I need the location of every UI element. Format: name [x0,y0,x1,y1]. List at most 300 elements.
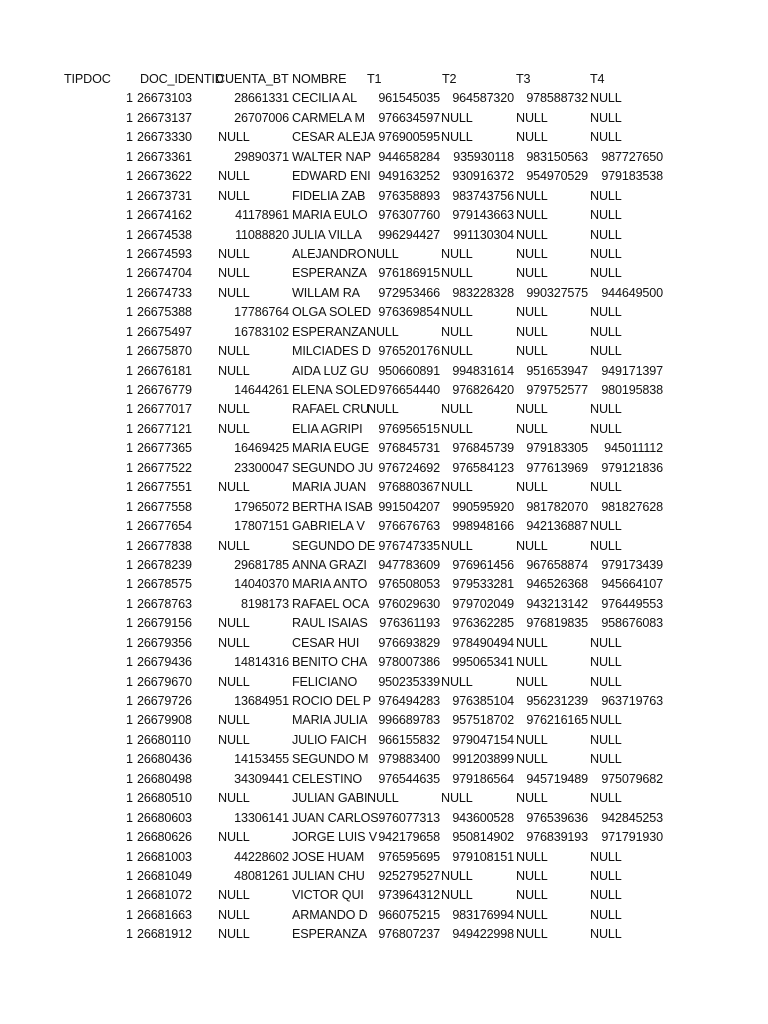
t1-cell[interactable]: 976676763 [378,519,440,534]
cuenta-bt-cell[interactable]: 14814316 [234,655,289,670]
cuenta-bt-cell[interactable]: 41178961 [235,208,289,223]
doc-identid-cell[interactable]: 26676181 [137,363,192,378]
nombre-cell[interactable]: ALEJANDRO [292,246,367,261]
doc-identid-cell[interactable]: 26678763 [137,596,192,611]
tipdoc-cell[interactable]: 1 [126,246,133,261]
t2-cell[interactable]: 983743756 [452,188,514,203]
doc-identid-cell[interactable]: 26673731 [137,188,192,203]
t3-cell[interactable]: NULL [516,324,548,339]
t3-cell[interactable]: 946526368 [526,577,588,592]
t4-cell[interactable]: NULL [590,324,622,339]
doc-identid-cell[interactable]: 26679726 [137,694,192,708]
doc-identid-cell[interactable]: 26679670 [137,674,192,689]
doc-identid-cell[interactable]: 26677838 [137,538,192,553]
nombre-cell[interactable]: RAUL ISAIAS [292,616,368,631]
doc-identid-cell[interactable]: 26680498 [137,771,192,786]
t2-cell[interactable]: 979186564 [452,771,514,786]
tipdoc-cell[interactable]: 1 [126,849,133,864]
t4-cell[interactable]: NULL [590,635,622,650]
t3-cell[interactable]: NULL [516,655,548,670]
doc-identid-cell[interactable]: 26677654 [137,519,192,534]
t2-cell[interactable]: NULL [441,246,473,261]
tipdoc-cell[interactable]: 1 [126,188,133,203]
tipdoc-cell[interactable]: 1 [126,110,133,125]
tipdoc-cell[interactable]: 1 [126,402,133,417]
t4-cell[interactable]: NULL [590,868,622,883]
tipdoc-cell[interactable]: 1 [126,363,133,378]
tipdoc-cell[interactable]: 1 [126,713,133,728]
t1-cell[interactable]: 976595695 [378,849,440,864]
t1-cell[interactable]: 976508053 [378,577,440,592]
doc-identid-cell[interactable]: 26677365 [137,441,192,456]
cuenta-bt-cell[interactable]: NULL [218,188,250,203]
cuenta-bt-cell[interactable]: NULL [218,285,250,300]
t4-cell[interactable]: NULL [590,519,622,534]
t3-cell[interactable]: NULL [516,635,548,650]
t4-cell[interactable]: NULL [590,713,622,728]
t1-cell[interactable]: 976693829 [378,635,440,650]
t2-cell[interactable]: NULL [441,421,473,436]
t1-cell[interactable]: 925279527 [378,868,440,883]
nombre-cell[interactable]: WALTER NAP [292,149,371,164]
nombre-cell[interactable]: CESAR ALEJA [292,130,376,145]
tipdoc-cell[interactable]: 1 [126,324,133,339]
t1-cell[interactable]: 996294427 [378,227,440,242]
doc-identid-cell[interactable]: 26677551 [137,480,192,495]
t3-cell[interactable]: NULL [516,538,548,553]
t4-cell[interactable]: NULL [590,849,622,864]
t2-cell[interactable]: 976584123 [452,460,514,475]
t3-cell[interactable]: NULL [516,752,548,767]
t4-cell[interactable]: NULL [590,538,622,553]
nombre-cell[interactable]: ROCIO DEL P [292,694,372,708]
tipdoc-cell[interactable]: 1 [126,674,133,689]
nombre-cell[interactable]: AIDA LUZ GU [292,363,369,378]
doc-identid-cell[interactable]: 26681072 [137,888,192,903]
t2-cell[interactable]: 979533281 [452,577,514,592]
t3-cell[interactable]: 976839193 [526,830,588,845]
cuenta-bt-cell[interactable]: NULL [218,480,250,495]
t1-cell[interactable]: 976358893 [378,188,440,203]
nombre-cell[interactable]: ELIA AGRIPI [292,421,363,436]
nombre-cell[interactable]: JULIAN CHU [292,868,365,883]
t4-cell[interactable]: NULL [590,227,622,242]
t2-cell[interactable]: 990595920 [452,499,514,514]
tipdoc-cell[interactable]: 1 [126,149,133,164]
tipdoc-cell[interactable]: 1 [126,810,133,825]
t4-cell[interactable]: NULL [590,130,622,145]
nombre-cell[interactable]: MARIA EUGE [292,441,369,456]
t4-cell[interactable]: NULL [590,91,622,106]
cuenta-bt-cell[interactable]: 29681785 [234,557,289,572]
t1-cell[interactable]: 949163252 [378,169,440,184]
doc-identid-cell[interactable]: 26681049 [137,868,192,883]
t4-cell[interactable]: NULL [590,480,622,495]
tipdoc-cell[interactable]: 1 [126,596,133,611]
cuenta-bt-cell[interactable]: NULL [218,538,250,553]
t3-cell[interactable]: NULL [516,246,548,261]
nombre-cell[interactable]: MARIA EULO [292,208,368,223]
nombre-cell[interactable]: FIDELIA ZAB [292,188,366,203]
t4-cell[interactable]: 971791930 [601,830,663,845]
t1-cell[interactable]: 996689783 [378,713,440,728]
doc-identid-cell[interactable]: 26678239 [137,557,192,572]
cuenta-bt-cell[interactable]: NULL [218,888,250,903]
t1-cell[interactable]: 976029630 [378,596,440,611]
doc-identid-cell[interactable]: 26681003 [137,849,192,864]
t1-cell[interactable]: 976845731 [378,441,440,456]
header-t3[interactable]: T3 [516,72,531,86]
t2-cell[interactable]: 979108151 [452,849,514,864]
nombre-cell[interactable]: GABRIELA V [292,519,365,534]
tipdoc-cell[interactable]: 1 [126,616,133,631]
t3-cell[interactable]: 954970529 [526,169,588,184]
doc-identid-cell[interactable]: 26678575 [137,577,192,592]
t2-cell[interactable]: 976961456 [452,557,514,572]
t2-cell[interactable]: 998948166 [452,519,514,534]
t2-cell[interactable]: 983228328 [452,285,514,300]
header-nombre[interactable]: NOMBRE [292,72,347,86]
t2-cell[interactable]: 976826420 [452,383,514,397]
t3-cell[interactable]: 979183305 [526,441,588,456]
doc-identid-cell[interactable]: 26673137 [137,110,192,125]
tipdoc-cell[interactable]: 1 [126,519,133,534]
t4-cell[interactable]: NULL [590,246,622,261]
t3-cell[interactable]: NULL [516,402,548,417]
nombre-cell[interactable]: WILLAM RA [292,285,360,300]
t2-cell[interactable]: NULL [441,480,473,495]
t3-cell[interactable]: 981782070 [526,499,588,514]
tipdoc-cell[interactable]: 1 [126,344,133,359]
t1-cell[interactable]: 973964312 [378,888,440,903]
cuenta-bt-cell[interactable]: 17807151 [234,519,289,534]
nombre-cell[interactable]: CESAR HUI [292,635,360,650]
nombre-cell[interactable]: SEGUNDO JU [292,460,374,475]
t4-cell[interactable]: NULL [590,927,622,942]
nombre-cell[interactable]: RAFAEL OCA [292,596,370,611]
nombre-cell[interactable]: BERTHA ISAB [292,499,373,514]
t2-cell[interactable]: 957518702 [452,713,514,728]
doc-identid-cell[interactable]: 26677558 [137,499,192,514]
t2-cell[interactable]: NULL [441,402,473,417]
nombre-cell[interactable]: SEGUNDO DE [292,538,376,553]
doc-identid-cell[interactable]: 26681663 [137,907,192,922]
t1-cell[interactable]: NULL [367,246,399,261]
t2-cell[interactable]: 979143663 [452,208,514,223]
doc-identid-cell[interactable]: 26677017 [137,402,192,417]
t3-cell[interactable]: NULL [516,227,548,242]
t4-cell[interactable]: NULL [590,402,622,417]
t3-cell[interactable]: 978588732 [526,91,588,106]
doc-identid-cell[interactable]: 26674593 [137,246,192,261]
t3-cell[interactable]: NULL [516,208,548,223]
t4-cell[interactable]: NULL [590,110,622,125]
t2-cell[interactable]: 949422998 [452,927,514,942]
tipdoc-cell[interactable]: 1 [126,732,133,747]
t1-cell[interactable]: 976880367 [378,480,440,495]
tipdoc-cell[interactable]: 1 [126,305,133,320]
t4-cell[interactable]: 980195838 [601,383,663,397]
tipdoc-cell[interactable]: 1 [126,830,133,845]
cuenta-bt-cell[interactable]: 28661331 [234,91,289,106]
cuenta-bt-cell[interactable]: 11088820 [235,227,289,242]
nombre-cell[interactable]: CECILIA AL [292,91,358,106]
cuenta-bt-cell[interactable]: 13306141 [234,810,289,825]
header-t2[interactable]: T2 [442,72,457,86]
cuenta-bt-cell[interactable]: 23300047 [234,460,289,475]
nombre-cell[interactable]: ESPERANZA [292,324,367,339]
t1-cell[interactable]: 976654440 [378,383,440,397]
t1-cell[interactable]: 976077313 [378,810,440,825]
header-cuenta-bt[interactable]: CUENTA_BT [216,72,289,86]
t4-cell[interactable]: NULL [590,266,622,281]
cuenta-bt-cell[interactable]: NULL [218,927,250,942]
header-t1[interactable]: T1 [367,72,382,86]
doc-identid-cell[interactable]: 26675870 [137,344,192,359]
doc-identid-cell[interactable]: 26676779 [137,383,192,397]
cuenta-bt-cell[interactable]: 34309441 [234,771,289,786]
t4-cell[interactable]: 958676083 [601,616,663,631]
nombre-cell[interactable]: RAFAEL CRU [292,402,370,417]
t1-cell[interactable]: 976747335 [378,538,440,553]
cuenta-bt-cell[interactable]: NULL [218,830,250,845]
t3-cell[interactable]: NULL [516,266,548,281]
nombre-cell[interactable]: MARIA JULIA [292,713,368,728]
tipdoc-cell[interactable]: 1 [126,888,133,903]
t4-cell[interactable]: 987727650 [601,149,663,164]
cuenta-bt-cell[interactable]: NULL [218,344,250,359]
nombre-cell[interactable]: ARMANDO D [292,907,368,922]
tipdoc-cell[interactable]: 1 [126,266,133,281]
cuenta-bt-cell[interactable]: 44228602 [234,849,289,864]
cuenta-bt-cell[interactable]: NULL [218,246,250,261]
t2-cell[interactable]: 976362285 [452,616,514,631]
nombre-cell[interactable]: MARIA JUAN [292,480,367,495]
cuenta-bt-cell[interactable]: 14153455 [234,752,289,767]
doc-identid-cell[interactable]: 26681912 [137,927,192,942]
t4-cell[interactable]: 976449553 [601,596,663,611]
cuenta-bt-cell[interactable]: NULL [218,732,250,747]
tipdoc-cell[interactable]: 1 [126,752,133,767]
t3-cell[interactable]: NULL [516,791,548,806]
t3-cell[interactable]: NULL [516,849,548,864]
t3-cell[interactable]: 967658874 [526,557,588,572]
cuenta-bt-cell[interactable]: NULL [218,130,250,145]
t3-cell[interactable]: 990327575 [526,285,588,300]
t4-cell[interactable]: 944649500 [601,285,663,300]
t3-cell[interactable]: NULL [516,344,548,359]
t2-cell[interactable]: NULL [441,324,473,339]
t3-cell[interactable]: NULL [516,305,548,320]
tipdoc-cell[interactable]: 1 [126,577,133,592]
t1-cell[interactable]: 976956515 [378,421,440,436]
doc-identid-cell[interactable]: 26674704 [137,266,192,281]
nombre-cell[interactable]: JULIO FAICH [292,732,367,747]
tipdoc-cell[interactable]: 1 [126,635,133,650]
tipdoc-cell[interactable]: 1 [126,460,133,475]
cuenta-bt-cell[interactable]: NULL [218,907,250,922]
tipdoc-cell[interactable]: 1 [126,771,133,786]
nombre-cell[interactable]: ESPERANZA [292,927,367,942]
doc-identid-cell[interactable]: 26680110 [137,732,191,747]
t4-cell[interactable]: NULL [590,674,622,689]
tipdoc-cell[interactable]: 1 [126,655,133,670]
t4-cell[interactable]: NULL [590,421,622,436]
nombre-cell[interactable]: JULIAN GABI [292,791,368,806]
t2-cell[interactable]: NULL [441,130,473,145]
nombre-cell[interactable]: VICTOR QUI [292,888,364,903]
t3-cell[interactable]: NULL [516,110,548,125]
t3-cell[interactable]: NULL [516,907,548,922]
t1-cell[interactable]: 976724692 [378,460,440,475]
t4-cell[interactable]: 979183538 [601,169,663,184]
t3-cell[interactable]: 951653947 [526,363,588,378]
tipdoc-cell[interactable]: 1 [126,868,133,883]
t2-cell[interactable]: NULL [441,305,473,320]
t1-cell[interactable]: 950660891 [378,363,440,378]
t2-cell[interactable]: 994831614 [452,363,514,378]
t1-cell[interactable]: 976544635 [378,771,440,786]
nombre-cell[interactable]: SEGUNDO M [292,752,369,767]
cuenta-bt-cell[interactable]: NULL [218,266,250,281]
t1-cell[interactable]: NULL [367,791,399,806]
nombre-cell[interactable]: MILCIADES D [292,344,371,359]
nombre-cell[interactable]: FELICIANO [292,674,358,689]
header-tipdoc[interactable]: TIPDOC [64,72,111,86]
t2-cell[interactable]: 930916372 [452,169,514,184]
doc-identid-cell[interactable]: 26674538 [137,227,192,242]
t2-cell[interactable]: 979047154 [452,732,514,747]
t4-cell[interactable]: 945011112 [604,441,663,456]
t3-cell[interactable]: NULL [516,421,548,436]
doc-identid-cell[interactable]: 26675497 [137,324,192,339]
tipdoc-cell[interactable]: 1 [126,538,133,553]
tipdoc-cell[interactable]: 1 [126,91,133,106]
t4-cell[interactable]: NULL [590,791,622,806]
header-t4[interactable]: T4 [590,72,605,86]
t3-cell[interactable]: NULL [516,130,548,145]
t1-cell[interactable]: 972953466 [378,285,440,300]
t3-cell[interactable]: 945719489 [526,771,588,786]
t4-cell[interactable]: NULL [590,344,622,359]
t1-cell[interactable]: 947783609 [378,557,440,572]
cuenta-bt-cell[interactable]: NULL [218,421,250,436]
nombre-cell[interactable]: ELENA SOLED [292,383,378,397]
doc-identid-cell[interactable]: 26680436 [137,752,192,767]
t3-cell[interactable]: NULL [516,188,548,203]
t1-cell[interactable]: 976634597 [378,110,440,125]
t2-cell[interactable]: 991130304 [453,227,514,242]
t2-cell[interactable]: NULL [441,674,473,689]
tipdoc-cell[interactable]: 1 [126,907,133,922]
cuenta-bt-cell[interactable]: 14644261 [234,383,289,397]
t3-cell[interactable]: 979752577 [526,383,588,397]
nombre-cell[interactable]: ESPERANZA [292,266,367,281]
cuenta-bt-cell[interactable]: NULL [218,791,250,806]
t4-cell[interactable]: 975079682 [601,771,663,786]
nombre-cell[interactable]: OLGA SOLED [292,305,371,320]
cuenta-bt-cell[interactable]: 16783102 [234,324,289,339]
t3-cell[interactable]: 976216165 [526,713,588,728]
t1-cell[interactable]: 976307760 [378,208,440,223]
t1-cell[interactable]: 961545035 [378,91,440,106]
t1-cell[interactable]: 976807237 [378,927,440,942]
tipdoc-cell[interactable]: 1 [126,499,133,514]
t2-cell[interactable]: NULL [441,791,473,806]
t2-cell[interactable]: NULL [441,538,473,553]
t3-cell[interactable]: 977613969 [526,460,588,475]
t3-cell[interactable]: NULL [516,927,548,942]
t1-cell[interactable]: 991504207 [378,499,440,514]
t4-cell[interactable]: 945664107 [601,577,663,592]
tipdoc-cell[interactable]: 1 [126,557,133,572]
t4-cell[interactable]: NULL [590,655,622,670]
t1-cell[interactable]: 976186915 [378,266,440,281]
cuenta-bt-cell[interactable]: NULL [218,363,250,378]
tipdoc-cell[interactable]: 1 [126,383,133,397]
cuenta-bt-cell[interactable]: NULL [218,674,250,689]
doc-identid-cell[interactable]: 26680510 [137,791,192,806]
doc-identid-cell[interactable]: 26673103 [137,91,192,106]
cuenta-bt-cell[interactable]: NULL [218,635,250,650]
cuenta-bt-cell[interactable]: 17786764 [234,305,289,320]
t1-cell[interactable]: 978007386 [378,655,440,670]
t4-cell[interactable]: 963719763 [601,694,663,708]
cuenta-bt-cell[interactable]: 8198173 [241,596,289,611]
doc-identid-cell[interactable]: 26675388 [137,305,192,320]
t4-cell[interactable]: NULL [590,732,622,747]
t1-cell[interactable]: 976494283 [378,694,440,708]
t1-cell[interactable]: 979883400 [378,752,440,767]
t3-cell[interactable]: 956231239 [526,694,588,708]
t4-cell[interactable]: NULL [590,305,622,320]
t1-cell[interactable]: 944658284 [378,149,440,164]
t4-cell[interactable]: 979121836 [601,460,663,475]
t2-cell[interactable]: NULL [441,110,473,125]
tipdoc-cell[interactable]: 1 [126,694,133,708]
t1-cell[interactable]: 942179658 [378,830,440,845]
t3-cell[interactable]: 983150563 [526,149,588,164]
t1-cell[interactable]: NULL [367,402,399,417]
cuenta-bt-cell[interactable]: 26707006 [234,110,289,125]
t1-cell[interactable]: NULL [367,324,399,339]
t2-cell[interactable]: 976845739 [452,441,514,456]
nombre-cell[interactable]: JOSE HUAM [292,849,365,864]
t3-cell[interactable]: NULL [516,868,548,883]
t4-cell[interactable]: 979173439 [601,557,663,572]
t2-cell[interactable]: 983176994 [452,907,514,922]
t1-cell[interactable]: 976900595 [378,130,440,145]
t1-cell[interactable]: 976361193 [379,616,440,631]
nombre-cell[interactable]: EDWARD ENI [292,169,371,184]
t4-cell[interactable]: NULL [590,188,622,203]
t1-cell[interactable]: 966155832 [378,732,440,747]
tipdoc-cell[interactable]: 1 [126,285,133,300]
t2-cell[interactable]: 950814902 [452,830,514,845]
t2-cell[interactable]: 979702049 [452,596,514,611]
tipdoc-cell[interactable]: 1 [126,227,133,242]
doc-identid-cell[interactable]: 26673622 [137,169,192,184]
t2-cell[interactable]: 995065341 [452,655,514,670]
header-doc-identid[interactable]: DOC_IDENTID [140,72,224,86]
t1-cell[interactable]: 976520176 [378,344,440,359]
t3-cell[interactable]: NULL [516,674,548,689]
doc-identid-cell[interactable]: 26677522 [137,460,192,475]
doc-identid-cell[interactable]: 26679908 [137,713,192,728]
t1-cell[interactable]: 966075215 [378,907,440,922]
t3-cell[interactable]: 943213142 [526,596,588,611]
cuenta-bt-cell[interactable]: NULL [218,402,250,417]
